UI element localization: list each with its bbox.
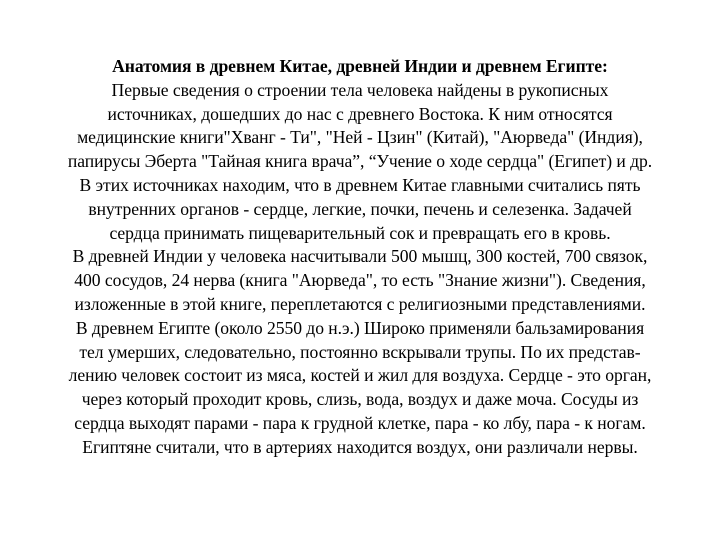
text-line: медицинские книги"Хванг - Ти", "Ней - Цзин" (Китай), "Аюрведа" (Индия), — [77, 127, 643, 148]
text-line: изложенные в этой книге, переплетаются с религиозными представлениями. — [74, 293, 646, 314]
text-line: В древнем Египте (около 2550 до н.э.) Широко применяли бальзамирования — [75, 317, 645, 338]
text-line: через который проходит кровь, слизь, вода, воздух и даже моча. Сосуды из — [81, 389, 639, 410]
text-block — [18, 55, 702, 460]
text-line: В древней Индии у человека насчитывали 500 мышц, 300 костей, 700 связок, — [72, 246, 648, 267]
text-line: В этих источниках находим, что в древнем Китае главными считались пять — [79, 174, 641, 195]
text-line: тел умерших, следовательно, постоянно вскрывали трупы. По их представ- — [79, 341, 641, 362]
document-title: Анатомия в древнем Китае, древней Индии и древнем Египте: — [112, 56, 608, 76]
text-line: сердца выходят парами - пара к грудной клетке, пара - ко лбу, пара - к ногам. — [74, 412, 646, 433]
text-line: лению человек состоит из мяса, костей и жил для воздуха. Сердце - это орган, — [68, 365, 652, 386]
text-line: сердца принимать пищеварительный сок и превращать его в кровь. — [109, 222, 611, 243]
text-line: Египтяне считали, что в артериях находится воздух, они различали нервы. — [82, 436, 638, 457]
text-line: источниках, дошедших до нас с древнего Востока. К ним относятся — [107, 103, 613, 124]
text-line: Первые сведения о строении тела человека найдены в рукописных — [111, 79, 609, 100]
text-line: папирусы Эберта "Тайная книга врача”, “Учение о ходе сердца" (Египет) и др. — [67, 151, 653, 172]
text-line: 400 сосудов, 24 нерва (книга "Аюрведа", то есть "Знание жизни"). Сведения, — [74, 270, 646, 291]
text-line: внутренних органов - сердце, легкие, почки, печень и селезенка. Задачей — [88, 198, 632, 219]
